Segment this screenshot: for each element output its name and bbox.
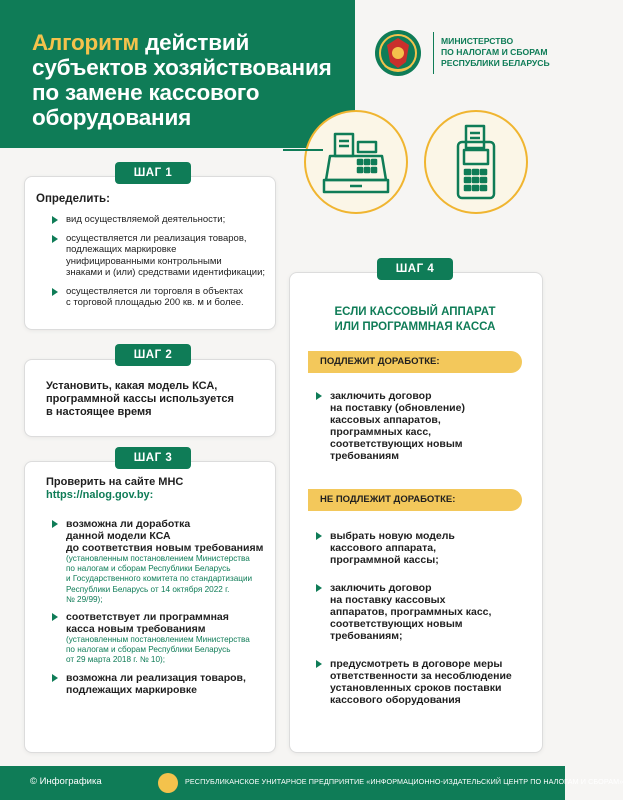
step1-list	[52, 214, 272, 316]
bullet-arrow-icon	[52, 235, 58, 243]
ministry-line: ПО НАЛОГАМ И СБОРАМ	[441, 47, 548, 57]
page-title	[32, 30, 342, 130]
step3-list	[52, 518, 274, 703]
bullet-arrow-icon	[316, 584, 322, 592]
cash-register-icon	[306, 112, 406, 212]
step4-title	[300, 305, 530, 335]
bullet-arrow-icon	[316, 660, 322, 668]
step2-text	[46, 380, 271, 419]
title-accent: Алгоритм	[32, 30, 139, 55]
list-item: осуществляется ли реализация товаров, подлежащих маркировке унифицированными контрольными знаками и (или) средствами идентификации;	[52, 233, 272, 279]
list-item: заключить договор на поставку (обновление) кассовых аппаратов, программных касс, соответствующих новым требованиям	[316, 390, 536, 462]
footer-publisher: РЕСПУБЛИКАНСКОЕ УНИТАРНОЕ ПРЕДПРИЯТИЕ «ИНФОРМАЦИОННО-ИЗДАТЕЛЬСКИЙ ЦЕНТР ПО НАЛОГАМ И СБОРАМ»	[185, 777, 623, 786]
step3-intro	[46, 476, 271, 502]
payment-terminal-icon	[426, 112, 526, 212]
legal-note: (установленным постановлением Министерства по налогам и сборам Республики Беларусь от 29 марта 2018 г. № 10);	[66, 635, 250, 665]
step4-title-line: ИЛИ ПРОГРАММНАЯ КАССА	[334, 321, 496, 333]
list-item: предусмотреть в договоре меры ответственности за несоблюдение установленных сроков поставки кассового оборудования	[316, 658, 538, 706]
ministry-divider	[433, 32, 434, 74]
step1-tag: ШАГ 1	[115, 162, 191, 184]
step2-line: в настоящее время	[46, 406, 152, 418]
step3-intro-text: Проверить на сайте МНС	[46, 476, 184, 488]
step4-tag: ШАГ 4	[377, 258, 453, 280]
nalog-link[interactable]: https://nalog.gov.by:	[46, 489, 154, 501]
legal-note: (установленным постановлением Министерства по налогам и сборам Республики Беларусь и Государственного комитета по стандартизации Республики Беларусь от 14 октября 2022 г. № 29/99);	[66, 554, 253, 604]
step1-title: Определить:	[36, 193, 110, 205]
title-line: оборудования	[32, 105, 192, 130]
ministry-line: РЕСПУБЛИКИ БЕЛАРУСЬ	[441, 58, 550, 68]
list-item: осуществляется ли торговля в объектах с торговой площадью 200 кв. м и более.	[52, 286, 272, 309]
list-item: вид осуществляемой деятельности;	[52, 214, 272, 226]
needs-upgrade-band: ПОДЛЕЖИТ ДОРАБОТКЕ:	[308, 351, 522, 373]
list-item: возможна ли реализация товаров, подлежащих маркировке	[52, 672, 274, 696]
bullet-arrow-icon	[52, 288, 58, 296]
title-line: субъектов хозяйствования	[32, 55, 332, 80]
step4-title-line: ЕСЛИ КАССОВЫЙ АППАРАТ	[334, 306, 496, 318]
bullet-arrow-icon	[52, 674, 58, 682]
footer	[0, 766, 623, 800]
payment-terminal-circle	[424, 110, 528, 214]
ministry-line: МИНИСТЕРСТВО	[441, 36, 514, 46]
list-item: заключить договор на поставку кассовых аппаратов, программных касс, соответствующих новым требованиям;	[316, 582, 538, 642]
list-item: выбрать новую модель кассового аппарата, программной кассы;	[316, 530, 538, 566]
no-upgrade-list	[316, 530, 538, 713]
title-line: по замене кассового	[32, 80, 260, 105]
cash-register-circle	[304, 110, 408, 214]
green-rule	[283, 149, 323, 151]
step3-tag: ШАГ 3	[115, 447, 191, 469]
bullet-arrow-icon	[52, 613, 58, 621]
bullet-arrow-icon	[52, 216, 58, 224]
list-item: возможна ли доработка данной модели КСА до соответствия новым требованиям (установленным постановлением Министерства по налогам и сборам Республики Беларусь и Государственного комитета по стандартизации Республики Беларусь от 14 октября 2022 г. № 29/99);	[52, 518, 274, 605]
bullet-arrow-icon	[52, 520, 58, 528]
publisher-logo-icon	[158, 773, 178, 793]
step2-line: Установить, какая модель КСА,	[46, 380, 218, 392]
step2-tag: ШАГ 2	[115, 344, 191, 366]
title-word: действий	[145, 30, 250, 55]
bullet-arrow-icon	[316, 392, 322, 400]
bullet-arrow-icon	[316, 532, 322, 540]
step2-line: программной кассы используется	[46, 393, 234, 405]
no-upgrade-band: НЕ ПОДЛЕЖИТ ДОРАБОТКЕ:	[308, 489, 522, 511]
list-item: соответствует ли программная касса новым требованиям (установленным постановлением Министерства по налогам и сборам Республики Беларусь от 29 марта 2018 г. № 10);	[52, 611, 274, 666]
ministry-emblem-icon	[373, 28, 423, 78]
footer-copyright: © Инфографика	[30, 776, 102, 787]
ministry-name	[441, 36, 561, 69]
needs-upgrade-list	[316, 390, 536, 469]
